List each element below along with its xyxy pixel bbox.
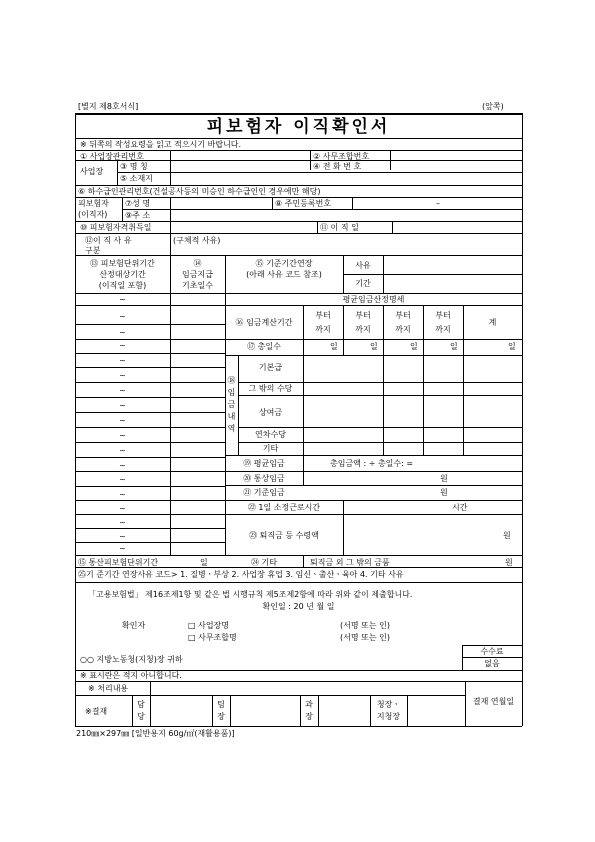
subcontract-number-label: ⑥ 하수급인관리번호(건설공사등의 미승인 하수급인인 경우에만 해당) [78, 187, 321, 196]
period-row-2: ~ [119, 312, 126, 321]
confirmer-label: 확인자 [122, 621, 146, 630]
period-row-11: ~ [119, 446, 126, 455]
rrn-label: ⑧ 주민등록번호 [275, 199, 332, 208]
office-rep-checkbox[interactable]: □ 사무조합명 [188, 633, 237, 642]
sign-office: (서명 또는 인) [340, 633, 390, 642]
phone-label: ④ 전 화 번 호 [313, 162, 362, 171]
period-row-1: ~ [119, 295, 126, 304]
days-unit-3: 일 [410, 342, 418, 351]
wage-detail-v2: 임 [227, 388, 236, 397]
approval-label: ※결재 [85, 707, 108, 716]
other-wage-label: 기타 [262, 444, 279, 453]
reason-codes: ㉕기 준기간 연장사유 코드> 1. 질병ㆍ부상 2. 사업장 휴업 3. 임신ㆍ출산ㆍ육아 4. 기타 사유 [78, 570, 404, 579]
fee-label: 수수료 [480, 647, 504, 656]
daily-hours-unit: 시간 [452, 503, 468, 512]
ext-period-label: 기간 [355, 279, 371, 288]
insured-section-label: 피보험자 [78, 199, 109, 208]
avg-wage-label: ⑲ 평균임금 [243, 459, 285, 468]
form-number: [별지 제8호서식] [78, 102, 139, 111]
daily-hours-label: ㉒ 1일 소정근로시간 [247, 503, 321, 512]
days-unit-4: 일 [450, 342, 458, 351]
chief-label-b: 장 [305, 712, 313, 721]
insured-address-label: ⑨주 소 [125, 211, 151, 220]
other-allowance-label: 그 밖의 수당 [248, 384, 293, 393]
period-row-6: ~ [119, 371, 126, 380]
period-row-7: ~ [119, 386, 126, 395]
basic-pay-label: 기본급 [258, 363, 283, 372]
basis-days-label: 기초일수 [182, 281, 213, 290]
period-row-12: ~ [119, 461, 126, 470]
wage-detail-v4: 내 [227, 412, 236, 421]
employer-section-label: 사업장 [80, 167, 104, 176]
ext-reason-label: 사유 [355, 261, 371, 270]
team-label-a: 팀 [217, 700, 225, 709]
severance-other-unit: 원 [505, 558, 513, 567]
insured-section-sub: (이직자) [78, 210, 108, 219]
wage-basis-label: 임금지급 [182, 270, 213, 279]
avg-wage-header: 평균임금산정명세 [342, 295, 405, 304]
sign-employer: (서명 또는 인) [340, 621, 390, 630]
base-period-ext-label: ⑮ 기준기간연장 [255, 259, 313, 268]
wage-detail-v3: 금 [227, 400, 236, 409]
fee-value: 없음 [484, 659, 500, 668]
period-row-15: ~ [119, 504, 126, 513]
total-unit-period-label: ⑮ 통산피보험단위기간 [78, 558, 159, 567]
employer-address-label: ⑤ 소재지 [120, 174, 153, 183]
rrn-dash: – [436, 199, 440, 208]
days-unit-2: 일 [370, 342, 378, 351]
normal-wage-label: ⑳ 통상임금 [243, 474, 285, 483]
staff-label-b: 당 [137, 712, 145, 721]
employer-rep-checkbox[interactable]: □ 사업장명 [188, 621, 230, 630]
page-side: (앞쪽) [482, 102, 504, 111]
total-unit-day: 일 [200, 558, 208, 567]
days-unit-1: 일 [330, 342, 338, 351]
period-row-18: ~ [119, 544, 126, 553]
calc-target-period-label: 산정대상기간 [99, 270, 146, 279]
law-statement: 「고용보험법」 제16조제1항 및 같은 법 시행규칙 제5조제2항에 따라 위와 같이 제출합니다. [88, 590, 413, 599]
head-label-b: 지청장 [376, 712, 401, 721]
from-1: 부터 [315, 311, 331, 320]
period-row-10: ~ [119, 431, 126, 440]
period-row-16: ~ [119, 518, 126, 527]
total-days-label: ⑰ 총일수 [247, 342, 281, 351]
annual-leave-pay-label: 연차수당 [255, 430, 286, 439]
severance-other-label: 퇴직금 외 그 밖의 금품 [310, 558, 390, 567]
office-number-label: ② 사무조합번호 [313, 152, 370, 161]
base-wage-unit: 원 [440, 488, 448, 497]
confirm-date: 확인일 : 20 년 월 일 [262, 602, 335, 611]
from-4: 부터 [435, 311, 451, 320]
severance-unit: 원 [503, 531, 511, 540]
leave-date-label: ⑪ 이 직 일 [320, 223, 359, 232]
period-row-13: ~ [119, 475, 126, 484]
wage-basis-number: ⑭ [193, 259, 202, 268]
mgmt-number-label: ① 사업장관리번호 [80, 152, 144, 161]
wage-detail-v1: ⑱ [227, 376, 236, 385]
acquire-date-label: ⑩ 피보험자격취득일 [80, 223, 152, 232]
instruction-text: ※ 뒤쪽의 작성요령을 읽고 적으시기 바랍니다. [80, 140, 242, 149]
to-2: 까지 [355, 325, 371, 334]
leave-reason-category: 구분 [85, 246, 101, 255]
team-label-b: 장 [217, 712, 225, 721]
to-1: 까지 [315, 325, 331, 334]
head-label-a: 청장ㆍ [376, 700, 401, 709]
period-row-8: ~ [119, 401, 126, 410]
bonus-label: 상여금 [258, 408, 283, 417]
period-row-5: ~ [119, 356, 126, 365]
reason-code-ref: (아래 사유 코드 참조) [246, 270, 322, 279]
calc-total-label: 계 [488, 318, 497, 327]
chief-label-a: 과 [305, 700, 313, 709]
unit-period-label: ⑬ 피보험단위기간 [90, 259, 155, 268]
severance-label: ㉓ 퇴직금 등 수령액 [249, 531, 319, 540]
period-row-14: ~ [119, 490, 126, 499]
office-note: ※ 표시란은 적지 아니합니다. [80, 671, 182, 680]
avg-wage-formula: 총임금액 : ÷ 총일수: = [330, 459, 414, 468]
approval-date-label: 결재 연월일 [472, 697, 515, 706]
etc-label: ㉔ 기타 [251, 558, 277, 567]
from-3: 부터 [395, 311, 411, 320]
normal-wage-unit: 원 [440, 474, 448, 483]
insured-name-label: ⑦성 명 [125, 199, 151, 208]
leave-reason-hint: (구체적 사유) [173, 236, 221, 245]
period-row-3: ~ [119, 328, 126, 337]
incl-leave-date-label: (이직일 포함) [98, 281, 147, 290]
days-unit-total: 일 [508, 342, 516, 351]
wage-detail-v5: 역 [227, 424, 236, 433]
employer-name-label: ③ 명 칭 [120, 162, 148, 171]
to-3: 까지 [395, 325, 411, 334]
processing-label: ※ 처리내용 [88, 684, 129, 693]
period-row-9: ~ [119, 416, 126, 425]
calc-period-label: ⑯ 임금계산기간 [235, 318, 293, 327]
period-row-4: ~ [119, 341, 126, 350]
form-title: 피보험자 이직확인서 [206, 117, 391, 137]
period-row-17: ~ [119, 532, 126, 541]
to-4: 까지 [435, 325, 451, 334]
addressee: ○○ 지방노동청(지청)장 귀하 [80, 655, 183, 664]
paper-spec: 210㎜×297㎜ [일반용지 60g/㎡(재활용품)] [76, 729, 235, 738]
leave-reason-label: ⑫이 직 사 유 [85, 236, 132, 245]
from-2: 부터 [355, 311, 371, 320]
base-wage-label: ㉑ 기준임금 [243, 488, 285, 497]
staff-label-a: 담 [137, 700, 145, 709]
